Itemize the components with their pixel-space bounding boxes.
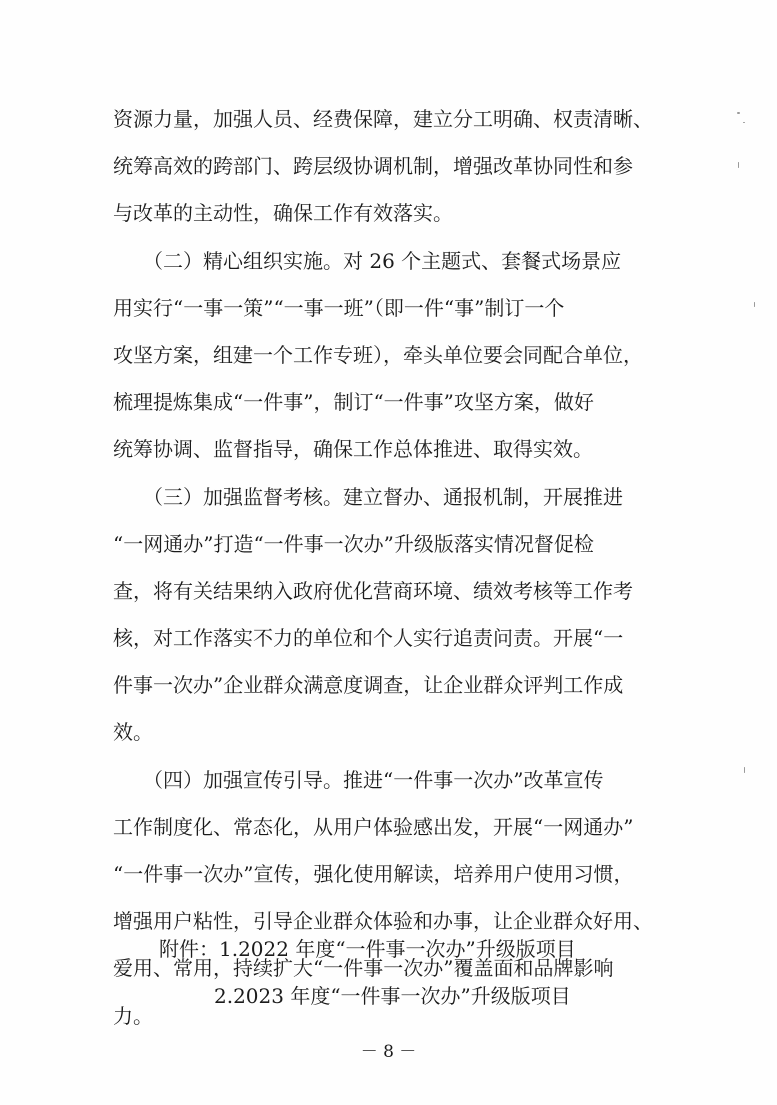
text-line: 梳理提炼集成“一件事”，制订“一件事”攻坚方案，做好 — [113, 390, 594, 415]
page-number: － 8 － — [360, 1042, 417, 1062]
text-line: 工作制度化、常态化，从用户体验感出发，开展“一网通办” — [113, 814, 634, 839]
attachment-line-1: 附件：1.2022 年度“一件事一次办”升级版项目 — [159, 937, 576, 961]
text-line: “一网通办”打造“一件事一次办”升级版落实情况督促检 — [113, 531, 594, 556]
text-line: 统筹协调、监督指导，确保工作总体推进、取得实效。 — [113, 437, 593, 462]
text-line: 效。 — [113, 720, 153, 745]
text-line: 攻坚方案，组建一个工作专班），牵头单位要会同配合单位， — [113, 342, 643, 367]
paragraph-continuation — [113, 96, 673, 238]
scan-speck — [737, 112, 740, 114]
text-line: 查，将有关结果纳入政府优化营商环境、绩效考核等工作考 — [113, 578, 633, 603]
text-line: 用实行“一事一策”“一事一班”（即一件“事”制订一个 — [113, 295, 565, 320]
text-line: 力。 — [113, 1003, 153, 1028]
scan-speck — [743, 122, 745, 123]
text-line: 统筹高效的跨部门、跨层级协调机制，增强改革协同性和参 — [113, 154, 633, 179]
paragraph-organize-implementation — [113, 238, 673, 474]
text-line: （二）精心组织实施。对 26 个主题式、套餐式场景应 — [113, 248, 622, 273]
paragraph-supervision-assessment — [113, 474, 673, 757]
text-line: 爱用、常用，持续扩大“一件事一次办”覆盖面和品牌影响 — [113, 956, 614, 981]
text-line: 资源力量，加强人员、经费保障，建立分工明确、权责清晰、 — [113, 107, 653, 131]
text-line: 与改革的主动性，确保工作有效落实。 — [113, 201, 453, 226]
text-line: （三）加强监督考核。建立督办、通报机制，开展推进 — [113, 484, 623, 509]
scan-speck — [738, 162, 739, 168]
text-line: 增强用户粘性，引导企业群众体验和办事，让企业群众好用、 — [113, 909, 653, 934]
document-body — [113, 96, 673, 1040]
attachment-line-2: 2.2023 年度“一件事一次办”升级版项目 — [214, 984, 571, 1008]
scan-speck — [744, 767, 745, 773]
text-line: 件事一次办”企业群众满意度调查，让企业群众评判工作成 — [113, 673, 624, 698]
text-line: 核，对工作落实不力的单位和个人实行追责问责。开展“一 — [113, 626, 624, 651]
scan-speck — [754, 302, 755, 307]
text-line: “一件事一次办”宣传，强化使用解读，培养用户使用习惯， — [113, 862, 634, 886]
text-line: （四）加强宣传引导。推进“一件事一次办”改革宣传 — [113, 767, 604, 792]
